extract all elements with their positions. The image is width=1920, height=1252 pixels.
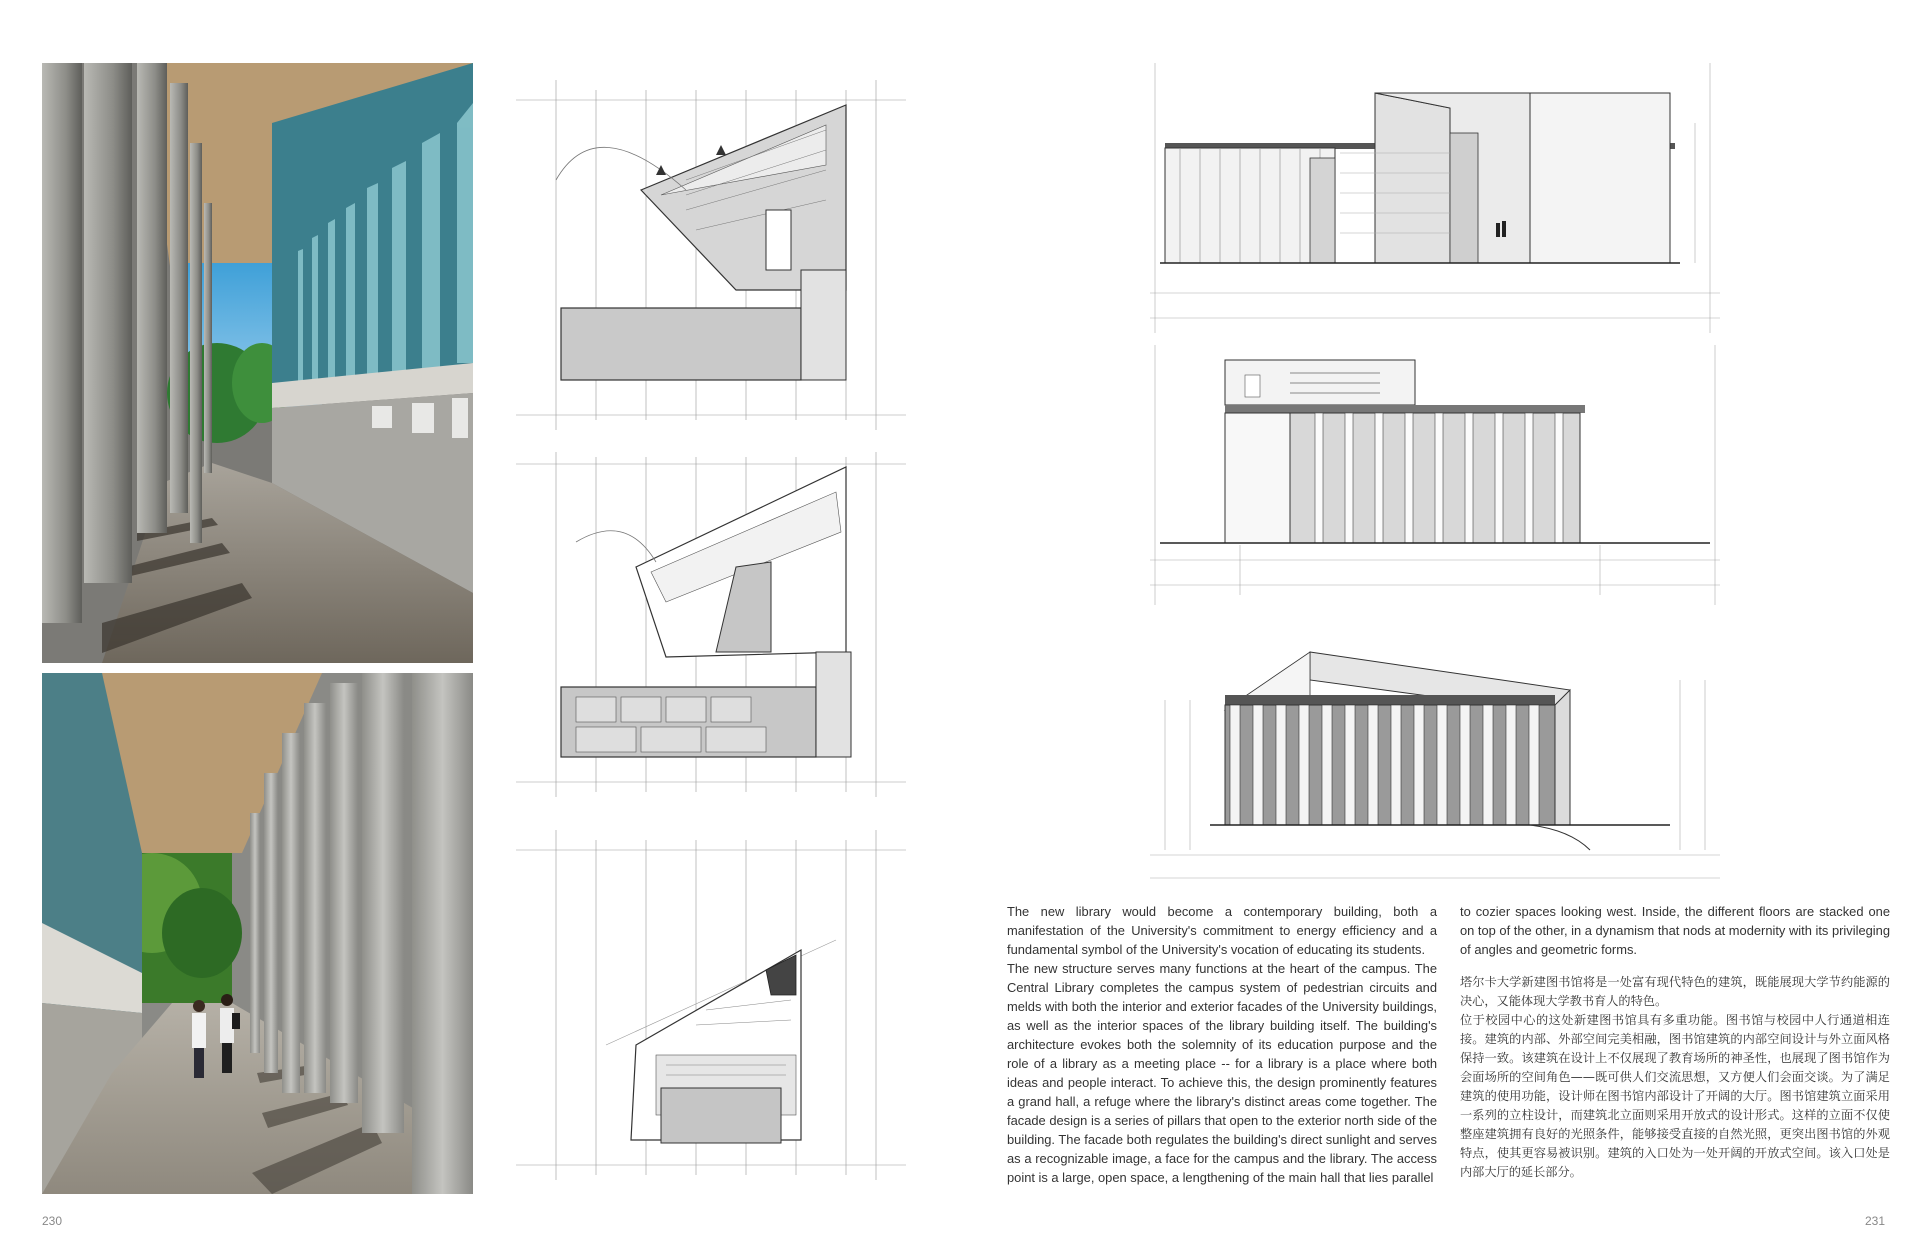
page-number-left: 230	[42, 1214, 63, 1228]
page-number-right: 231	[1865, 1214, 1886, 1228]
photo-colonnade-arcade	[42, 63, 473, 663]
article-paragraph: The new library would become a contemporary building, both a manifestation of the University's commitment to energy efficiency and a fundamental symbol of the University's vocation of educating its students.	[1007, 904, 1437, 957]
elevation-north	[1150, 620, 1720, 890]
article-paragraph-chinese: 塔尔卡大学新建图书馆将是一处富有现代特色的建筑，既能展现大学节约能源的决心，又能体现大学教书育人的特色。	[1460, 975, 1890, 1008]
elevation-south	[1150, 345, 1720, 605]
floor-plan-second	[516, 830, 906, 1190]
article-column-1	[1007, 902, 1437, 1187]
article-paragraph-continued: to cozier spaces looking west. Inside, the different floors are stacked one on top of the other, in a dynamism that nods at modernity with its privileging of angles and geometric forms.	[1460, 904, 1890, 957]
floor-plan-first	[516, 452, 906, 802]
article-column-2	[1460, 902, 1890, 1182]
article-paragraph-chinese: 位于校园中心的这处新建图书馆具有多重功能。图书馆与校园中人行通道相连接。建筑的内部、外部空间完美相融，图书馆建筑的内部空间设计与外立面风格保持一致。该建筑在设计上不仅展现了教育场所的神圣性，也展现了图书馆作为会面场所的空间角色——既可供人们交流思想，又方便人们会面交谈。为了满足建筑的使用功能，设计师在图书馆内部设计了开阔的大厅。图书馆建筑立面采用一系列的立柱设计，而建筑北立面则采用开放式的设计形式。这样的立面不仅使整座建筑拥有良好的光照条件，能够接受直接的自然光照，更突出图书馆的外观特点，使其更容易被识别。建筑的入口处为一处开阔的开放式空间。该入口处是内部大厅的延长部分。	[1460, 1013, 1890, 1179]
elevation-west	[1150, 63, 1720, 333]
floor-plan-ground	[516, 70, 906, 438]
article-paragraph: The new structure serves many functions at the heart of the campus. The Central Library completes the campus system of pedestrian circuits and melds with both the interior and exterior facades of the University buildings, as well as the interior spaces of the library building itself. The building's architecture evokes both the solemnity of its education purpose and the role of a library as a meeting place -- for a library is a place where both ideas and people interact. To achieve this, the design prominently features a grand hall, a refuge where the library's distinct areas come together. The facade design is a series of pillars that open to the exterior north side of the building. The facade both regulates the building's direct sunlight and serves as a recognizable image, a face for the campus and the library. The access point is a large, open space, a lengthening of the main hall that lies parallel	[1007, 961, 1437, 1185]
photo-colonnade-walkway-students	[42, 673, 473, 1194]
